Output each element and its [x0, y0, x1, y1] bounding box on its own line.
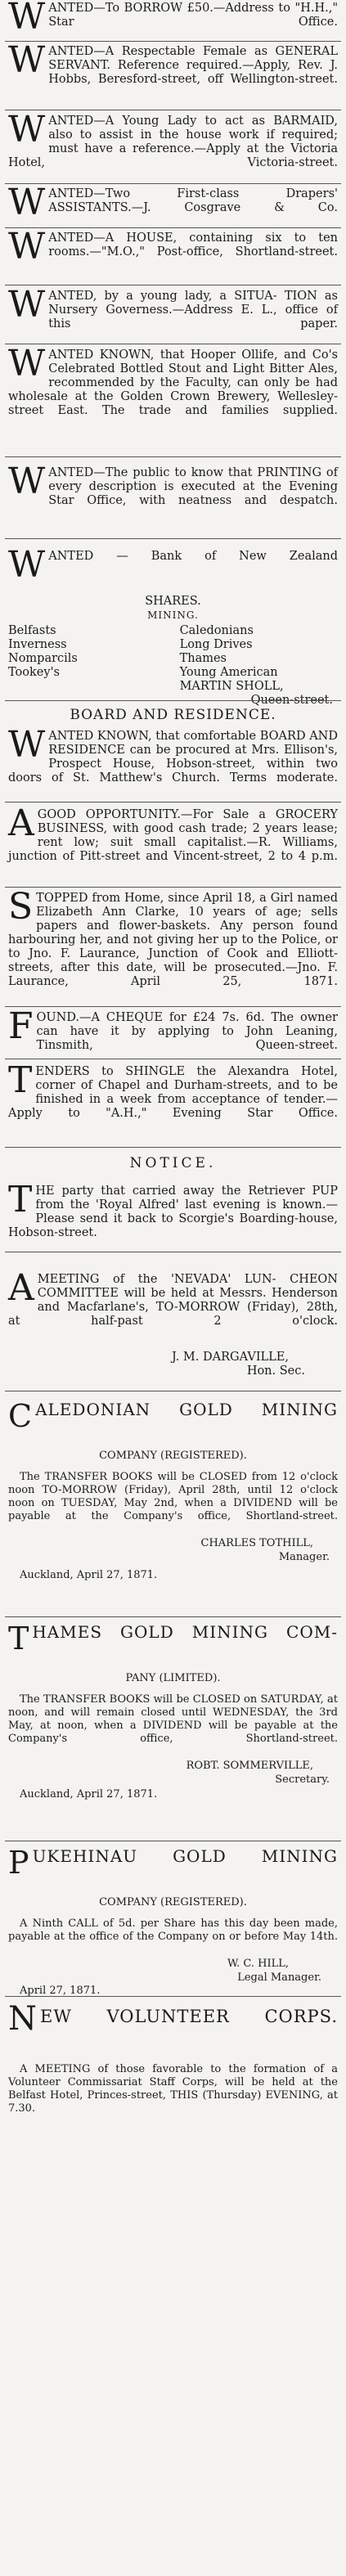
share-item: Inverness	[8, 638, 67, 651]
ad-body: TION as Nursery Governess.—Address E. L., office of this paper.	[48, 290, 338, 330]
share-item: Nomparcils	[8, 652, 78, 665]
divider	[5, 41, 341, 42]
mining-label: MINING.	[147, 609, 199, 621]
drop-cap: W	[8, 109, 46, 151]
ad-retriever-pup	[8, 1179, 338, 1254]
ad-thames-gold-mining	[8, 1623, 338, 1801]
ad-first-line: ANTED—A Young Lady to act as	[48, 115, 266, 128]
ad-headline: EW VOLUNTEER CORPS.	[40, 2007, 338, 2026]
ad-stopped-from-home	[8, 886, 339, 1003]
ad-body: BOARD AND RESIDENCE can be procured at Mrs. Ellison's, Prospect House, Hobson-street, within two doors of St. Matthew's Church. Terms moderate.	[8, 730, 338, 784]
divider	[5, 1006, 341, 1007]
ad-date: Auckland, April 27, 1871.	[20, 1788, 158, 1801]
section-heading-board: BOARD AND RESIDENCE.	[70, 707, 276, 723]
ad-body: The TRANSFER BOOKS will be CLOSED from 12 o'clock noon TO-MORROW (Friday), April 28th, until 12 o'clock noon on TUESDAY, May 2nd, when a DIVIDEND will be payable at the Company's office, Shortland-street.	[8, 1471, 338, 1522]
ad-board	[8, 724, 338, 799]
divider	[5, 456, 341, 457]
ad-governess	[8, 284, 338, 345]
ad-new-volunteer-corps	[8, 2000, 338, 2129]
signature-title: Secretary.	[275, 1774, 330, 1786]
ad-printing	[8, 461, 339, 522]
signature-name: ROBT. SOMMERVILLE,	[186, 1760, 313, 1772]
ad-body: CHEON COMMITTEE will be held at Messrs. Henderson and Macfarlane's, TO-MORROW (Friday), 28th, at half-past 2 o'clock.	[8, 1273, 338, 1328]
ad-body: GENERAL SERVANT. Reference required.—Apply, Rev. J. Hobbs, Beresford-street, off Wellington-street.	[48, 45, 338, 86]
drop-cap: W	[8, 461, 46, 502]
ad-barmaid	[8, 109, 339, 184]
company-name: ALEDONIAN GOLD MINING	[35, 1400, 338, 1419]
share-item: Caledonians	[179, 624, 254, 637]
share-item: Thames	[179, 652, 227, 665]
drop-cap: A	[8, 802, 34, 844]
drop-cap: T	[8, 1179, 33, 1221]
ad-caledonian-gold-mining	[8, 1400, 338, 1582]
divider	[5, 1996, 341, 1997]
ad-first-line: ANTED—Two First-class Drapers'	[48, 187, 338, 200]
company-subtitle: COMPANY (REGISTERED).	[99, 1450, 247, 1462]
ad-luncheon-committee	[8, 1267, 338, 1378]
drop-cap: W	[8, 343, 46, 384]
divider	[5, 538, 341, 539]
ad-body: to "H.H.," Star Office.	[48, 2, 339, 29]
ad-first-line: ANTED—The public to know that	[48, 466, 253, 479]
ad-first-line: ANTED, by a young lady, a SITUA-	[48, 290, 277, 303]
signature-name: J. M. DARGAVILLE,	[172, 1351, 289, 1364]
share-item: Long Drives	[179, 638, 253, 651]
drop-cap: S	[8, 886, 34, 928]
company-name: HAMES GOLD MINING COM-	[32, 1622, 338, 1642]
drop-cap: W	[8, 284, 46, 326]
company-subtitle: COMPANY (REGISTERED).	[99, 1896, 247, 1908]
ad-pukehinau-gold-mining	[8, 1847, 338, 1998]
ad-first-line: ANTED—A HOUSE, containing six to	[48, 232, 307, 245]
ad-body: ASSISTANTS.—J. Cosgrave & Co.	[48, 201, 338, 214]
divider	[5, 1616, 341, 1617]
ad-general-servant	[8, 39, 338, 101]
share-item: Belfasts	[8, 624, 56, 637]
drop-cap: T	[8, 1059, 33, 1101]
divider	[5, 887, 341, 888]
ad-drapers	[8, 182, 338, 232]
shares-title: SHARES.	[145, 595, 201, 608]
ad-body: A Ninth CALL of 5d. per Share has this day been made, payable at the office of the Company on or before May 14th.	[8, 1917, 338, 1943]
ad-body: The owner can have it by applying to John Leaning, Tinsmith, Queen-street.	[36, 1011, 338, 1052]
drop-cap: A	[8, 1267, 34, 1309]
signature-title: Hon. Sec.	[246, 1364, 305, 1378]
drop-cap: C	[8, 1398, 33, 1434]
ad-body: PUP from the 'Royal Alfred' last evening is known.—Please send it back to Scorgie's Boarding-house, Hobson-street.	[8, 1185, 338, 1239]
ad-first-line: ANTED KNOWN, that Hooper	[48, 348, 236, 362]
divider	[5, 1147, 341, 1148]
signature-name: CHARLES TOTHILL,	[200, 1537, 313, 1549]
section-heading-notice: NOTICE.	[129, 1155, 217, 1171]
share-item: Tookey's	[8, 666, 60, 679]
ad-borrow	[8, 2, 338, 47]
ad-first-line: ENDERS to SHINGLE the Alexandra	[35, 1065, 290, 1078]
drop-cap: T	[8, 1621, 29, 1657]
ad-first-line: ANTED—A Respectable Female as	[48, 45, 268, 58]
drop-cap: W	[8, 39, 46, 81]
ad-first-line: GOOD OPPORTUNITY.—For Sale a	[37, 808, 266, 821]
divider	[5, 183, 341, 184]
ad-tenders	[8, 1059, 339, 1135]
ad-grocery	[8, 802, 338, 878]
ad-body: The TRANSFER BOOKS will be CLOSED on SATURDAY, at noon, and will remain closed until WEDNESDAY, the 3rd May, at noon, when a DIVIDEND will be payable at the Company's office, Shortland-street.	[8, 1693, 338, 1745]
drop-cap: W	[8, 544, 46, 586]
ad-first-line: TOPPED from Home, since April 18,	[36, 892, 256, 905]
ad-body: ten rooms.—"M.O.," Post-office, Shortland-street.	[48, 232, 339, 258]
ad-body: Ollife, and Co's Celebrated Bottled Stout and Light Bitter Ales, recommended by the Faculty, can only be had wholesale at the Golden Crown Brewery, Wellesley-street East. The trade and families supplied.	[8, 348, 338, 417]
divider	[5, 227, 341, 228]
ad-body: Hotel, corner of Chapel and Durham-streets, and to be finished in a week from acceptance of tender.—Apply to "A.H.," Evening Star Office.	[8, 1065, 339, 1120]
ad-first-line: ANTED—To BORROW £50.—Address	[48, 2, 274, 15]
ad-date: Auckland, April 27, 1871.	[20, 1569, 158, 1581]
drop-cap: W	[8, 0, 46, 38]
drop-cap: W	[8, 724, 46, 766]
ad-body: a Girl named Elizabeth Ann Clarke, 10 years of age; sells papers and flower-baskets. Any person found harbouring her, and not giving her up to the Police, or to Jno. F. Laurance, Junction of Cook and Elliott-streets, after this date, will be prosecuted.—Jno. F. Laurance, April 25, 1871.	[8, 892, 339, 988]
ad-first-line: HE party that carried away the Retriever	[35, 1185, 305, 1198]
ad-brewery	[8, 343, 338, 432]
signature-name: W. C. HILL,	[227, 1958, 289, 1970]
ad-shares	[8, 544, 338, 708]
drop-cap: F	[8, 1005, 34, 1047]
ad-first-line: OUND.—A CHEQUE for £24 7s. 6d.	[36, 1011, 265, 1024]
ad-date: April 27, 1871.	[20, 1985, 101, 1997]
ad-body: BARMAID, also to assist in the house work if required; must have a reference.—Apply at the Victoria Hotel, Victoria-street.	[8, 115, 339, 169]
signature-title: Legal Manager.	[237, 1971, 321, 1984]
ad-first-line: ANTED KNOWN, that comfortable	[48, 730, 257, 743]
drop-cap: N	[8, 2000, 37, 2038]
advertiser-name: MARTIN SHOLL,	[179, 680, 284, 693]
shares-list	[8, 624, 338, 694]
company-subtitle: PANY (LIMITED).	[125, 1672, 221, 1684]
ad-first-line: ANTED — Bank of New Zealand	[48, 550, 338, 563]
ad-body: GROCERY BUSINESS, with good cash trade; 2 years lease; rent low; suit small capitalist.—R. Williams, junction of Pitt-street and Vincent-street, 2 to 4 p.m.	[8, 808, 338, 863]
ad-body: PRINTING of every description is executed at the Evening Star Office, with neatness and despatch.	[48, 466, 339, 507]
drop-cap: P	[8, 1845, 29, 1881]
ad-first-line: MEETING of the 'NEVADA' LUN-	[37, 1273, 276, 1286]
drop-cap: W	[8, 226, 46, 267]
company-name: UKEHINAU GOLD MINING	[32, 1846, 338, 1866]
signature-title: Manager.	[278, 1551, 330, 1563]
ad-house	[8, 226, 339, 276]
advertiser-street: Queen-street.	[250, 694, 333, 707]
share-item: Young American	[179, 666, 278, 679]
divider	[5, 700, 341, 701]
ad-body: A MEETING of those favorable to the formation of a Volunteer Commissariat Staff Corps, will be held at the Belfast Hotel, Princes-street, THIS (Thursday) EVENING, at 7.30.	[8, 2063, 338, 2115]
drop-cap: W	[8, 182, 46, 223]
